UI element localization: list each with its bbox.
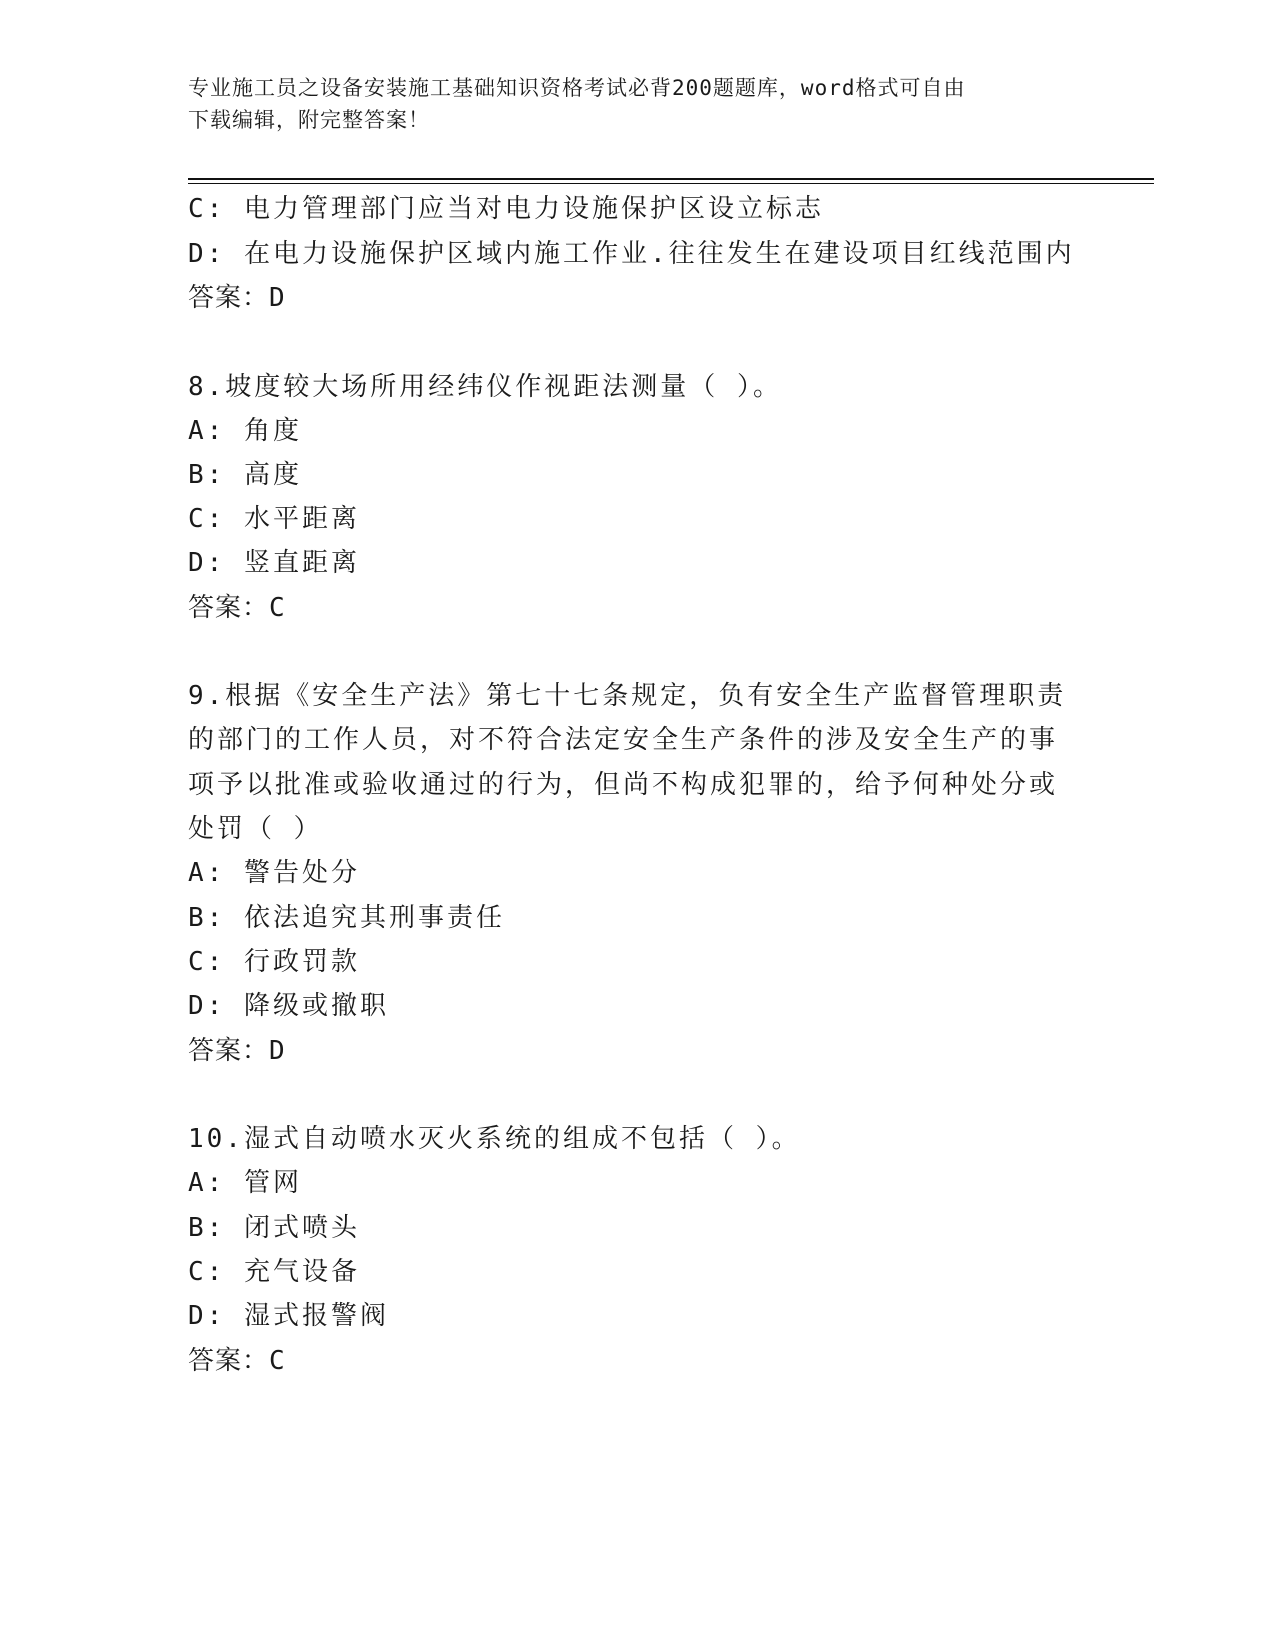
question-10-option-a: A: 管网: [188, 1168, 302, 1198]
question-10-option-d: D: 湿式报警阀: [188, 1301, 389, 1331]
question-8-option-c: C: 水平距离: [188, 504, 360, 534]
question-8-option-a: A: 角度: [188, 416, 302, 446]
question-10-option-c: C: 充气设备: [188, 1257, 360, 1287]
question-10-option-b: B: 闭式喷头: [188, 1213, 360, 1243]
header-line-1: 专业施工员之设备安装施工基础知识资格考试必背200题题库，word格式可自由: [188, 76, 966, 100]
prev-option-d: D: 在电力设施保护区域内施工作业.往往发生在建设项目红线范围内: [188, 239, 1075, 269]
header-divider-thick: [188, 178, 1154, 180]
prev-option-c: C: 电力管理部门应当对电力设施保护区设立标志: [188, 194, 824, 224]
header-line-2: 下载编辑，附完整答案！: [188, 108, 430, 132]
question-10-answer: 答案：C: [188, 1346, 286, 1376]
question-9-option-c: C: 行政罚款: [188, 947, 360, 977]
question-8-option-d: D: 竖直距离: [188, 548, 360, 578]
question-9-option-d: D: 降级或撤职: [188, 991, 389, 1021]
question-9-option-a: A: 警告处分: [188, 858, 360, 888]
question-8-option-b: B: 高度: [188, 460, 302, 490]
prev-answer: 答案：D: [188, 283, 286, 313]
question-9-stem-line-1: 9.根据《安全生产法》第七十七条规定，负有安全生产监督管理职责: [188, 681, 1067, 711]
question-9-answer: 答案：D: [188, 1036, 286, 1066]
document-header: [188, 72, 1068, 136]
question-8-stem: 8.坡度较大场所用经纬仪作视距法测量（ ）。: [188, 372, 782, 402]
question-9-stem-line-4: 处罚（ ）: [188, 814, 323, 844]
header-divider-thin: [188, 183, 1154, 184]
question-9-stem-line-3: 项予以批准或验收通过的行为，但尚不构成犯罪的，给予何种处分或: [188, 770, 1059, 800]
question-9-stem-line-2: 的部门的工作人员，对不符合法定安全生产条件的涉及安全生产的事: [188, 725, 1059, 755]
question-8-answer: 答案：C: [188, 593, 286, 623]
question-10-stem: 10.湿式自动喷水灭火系统的组成不包括（ ）。: [188, 1124, 801, 1154]
question-9-option-b: B: 依法追究其刑事责任: [188, 903, 505, 933]
